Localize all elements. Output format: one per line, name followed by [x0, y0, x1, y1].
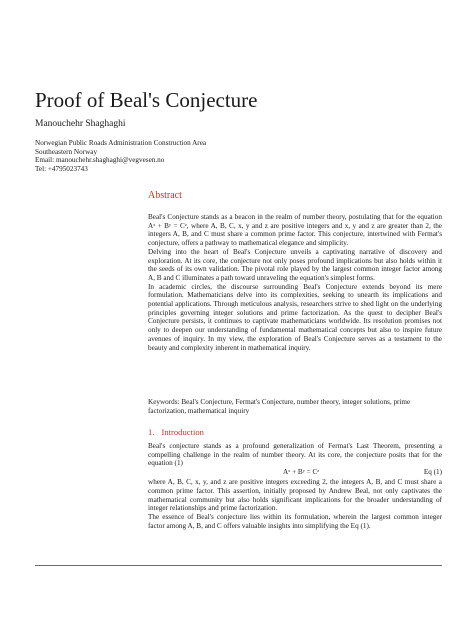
section-heading-introduction — [148, 427, 204, 437]
paper-title: Proof of Beal's Conjecture — [35, 88, 258, 112]
abstract-paragraph: Beal's Conjecture stands as a beacon in the realm of number theory, postulating that for the equation Aˣ + Bʸ = Cᶻ, where A, B, C, x, y and z are positive integers and x, y and z are greater than 2, the integers A, B, and C must share a common prime factor. This conjecture, intertwined with Fermat's conjecture, offers a pathway to mathematical elegance and simplicity. — [148, 213, 442, 248]
abstract-paragraph: Delving into the heart of Beal's Conjecture unveils a captivating narrative of discovery and exploration. At its core, the conjecture not only poses profound implications but also holds within it the seeds of its own validation. The pivotal role played by the largest common integer factor among A, B and C illuminates a path toward unraveling the equation's simplest forms. — [148, 247, 442, 282]
section-number: 1. — [148, 427, 155, 437]
affiliation-phone: Tel: +4795023743 — [35, 164, 88, 173]
keywords: Keywords: Beal's Conjecture, Fermat's Conjecture, number theory, integer solutions, prime factorization, mathematical inquiry — [148, 398, 411, 415]
author-affiliation — [35, 139, 206, 173]
author-name: Manouchehr Shaghaghi — [35, 119, 126, 129]
affiliation-organization: Norwegian Public Roads Administration Construction Area — [35, 139, 207, 147]
affiliation-region: Southeastern Norway — [35, 147, 98, 156]
affiliation-email: Email: manouchehr.shaghaghi@vegvesen.no — [35, 156, 165, 165]
equation: Aˣ + Bʸ = Cᶻ — [283, 468, 320, 477]
section-title: Introduction — [161, 427, 204, 437]
abstract-body — [148, 213, 442, 352]
introduction-paragraph: The essence of Beal's conjecture lies within its formulation, wherein the largest common integer factor among A, B, and C offers valuable insights into simplifying the Eq (1). — [148, 512, 442, 530]
introduction-body — [148, 442, 442, 530]
equation-label: Eq (1) — [423, 468, 442, 477]
abstract-paragraph: In academic circles, the discourse surrounding Beal's Conjecture extends beyond its mere formulation. Mathematicians delve into its complexities, seeking to unearth its implications and potential applications. Through meticulous analysis, researchers strive to shed light on the underlying principles governing integer solutions and prime factorization. As the quest to decipher Beal's Conjecture persists, it continues to captivate mathematicians worldwide. Its resolution promises not only to deepen our understanding of fundamental mathematical concepts but also to inspire future avenues of inquiry. In my view, the exploration of Beal's Conjecture serves as a testament to the beauty and complexity inherent in mathematical inquiry. — [148, 282, 442, 352]
footer-rule — [35, 565, 442, 566]
equation-row — [148, 468, 442, 478]
introduction-lead: Beal's conjecture stands as a profound generalization of Fermat's Last Theorem, presenting a compelling challenge in the realm of number theory. At its core, the conjecture posits that for the equation (1) — [148, 442, 442, 468]
introduction-paragraph: where A, B, C, x, y, and z are positive integers exceeding 2, the integers A, B, and C must share a common prime factor. This assertion, initially proposed by Andrew Beal, not only captivates the mathematical community but also holds significant implications for the broader understanding of integer relationships and prime factorization. — [148, 478, 442, 513]
abstract-heading: Abstract — [148, 190, 182, 201]
